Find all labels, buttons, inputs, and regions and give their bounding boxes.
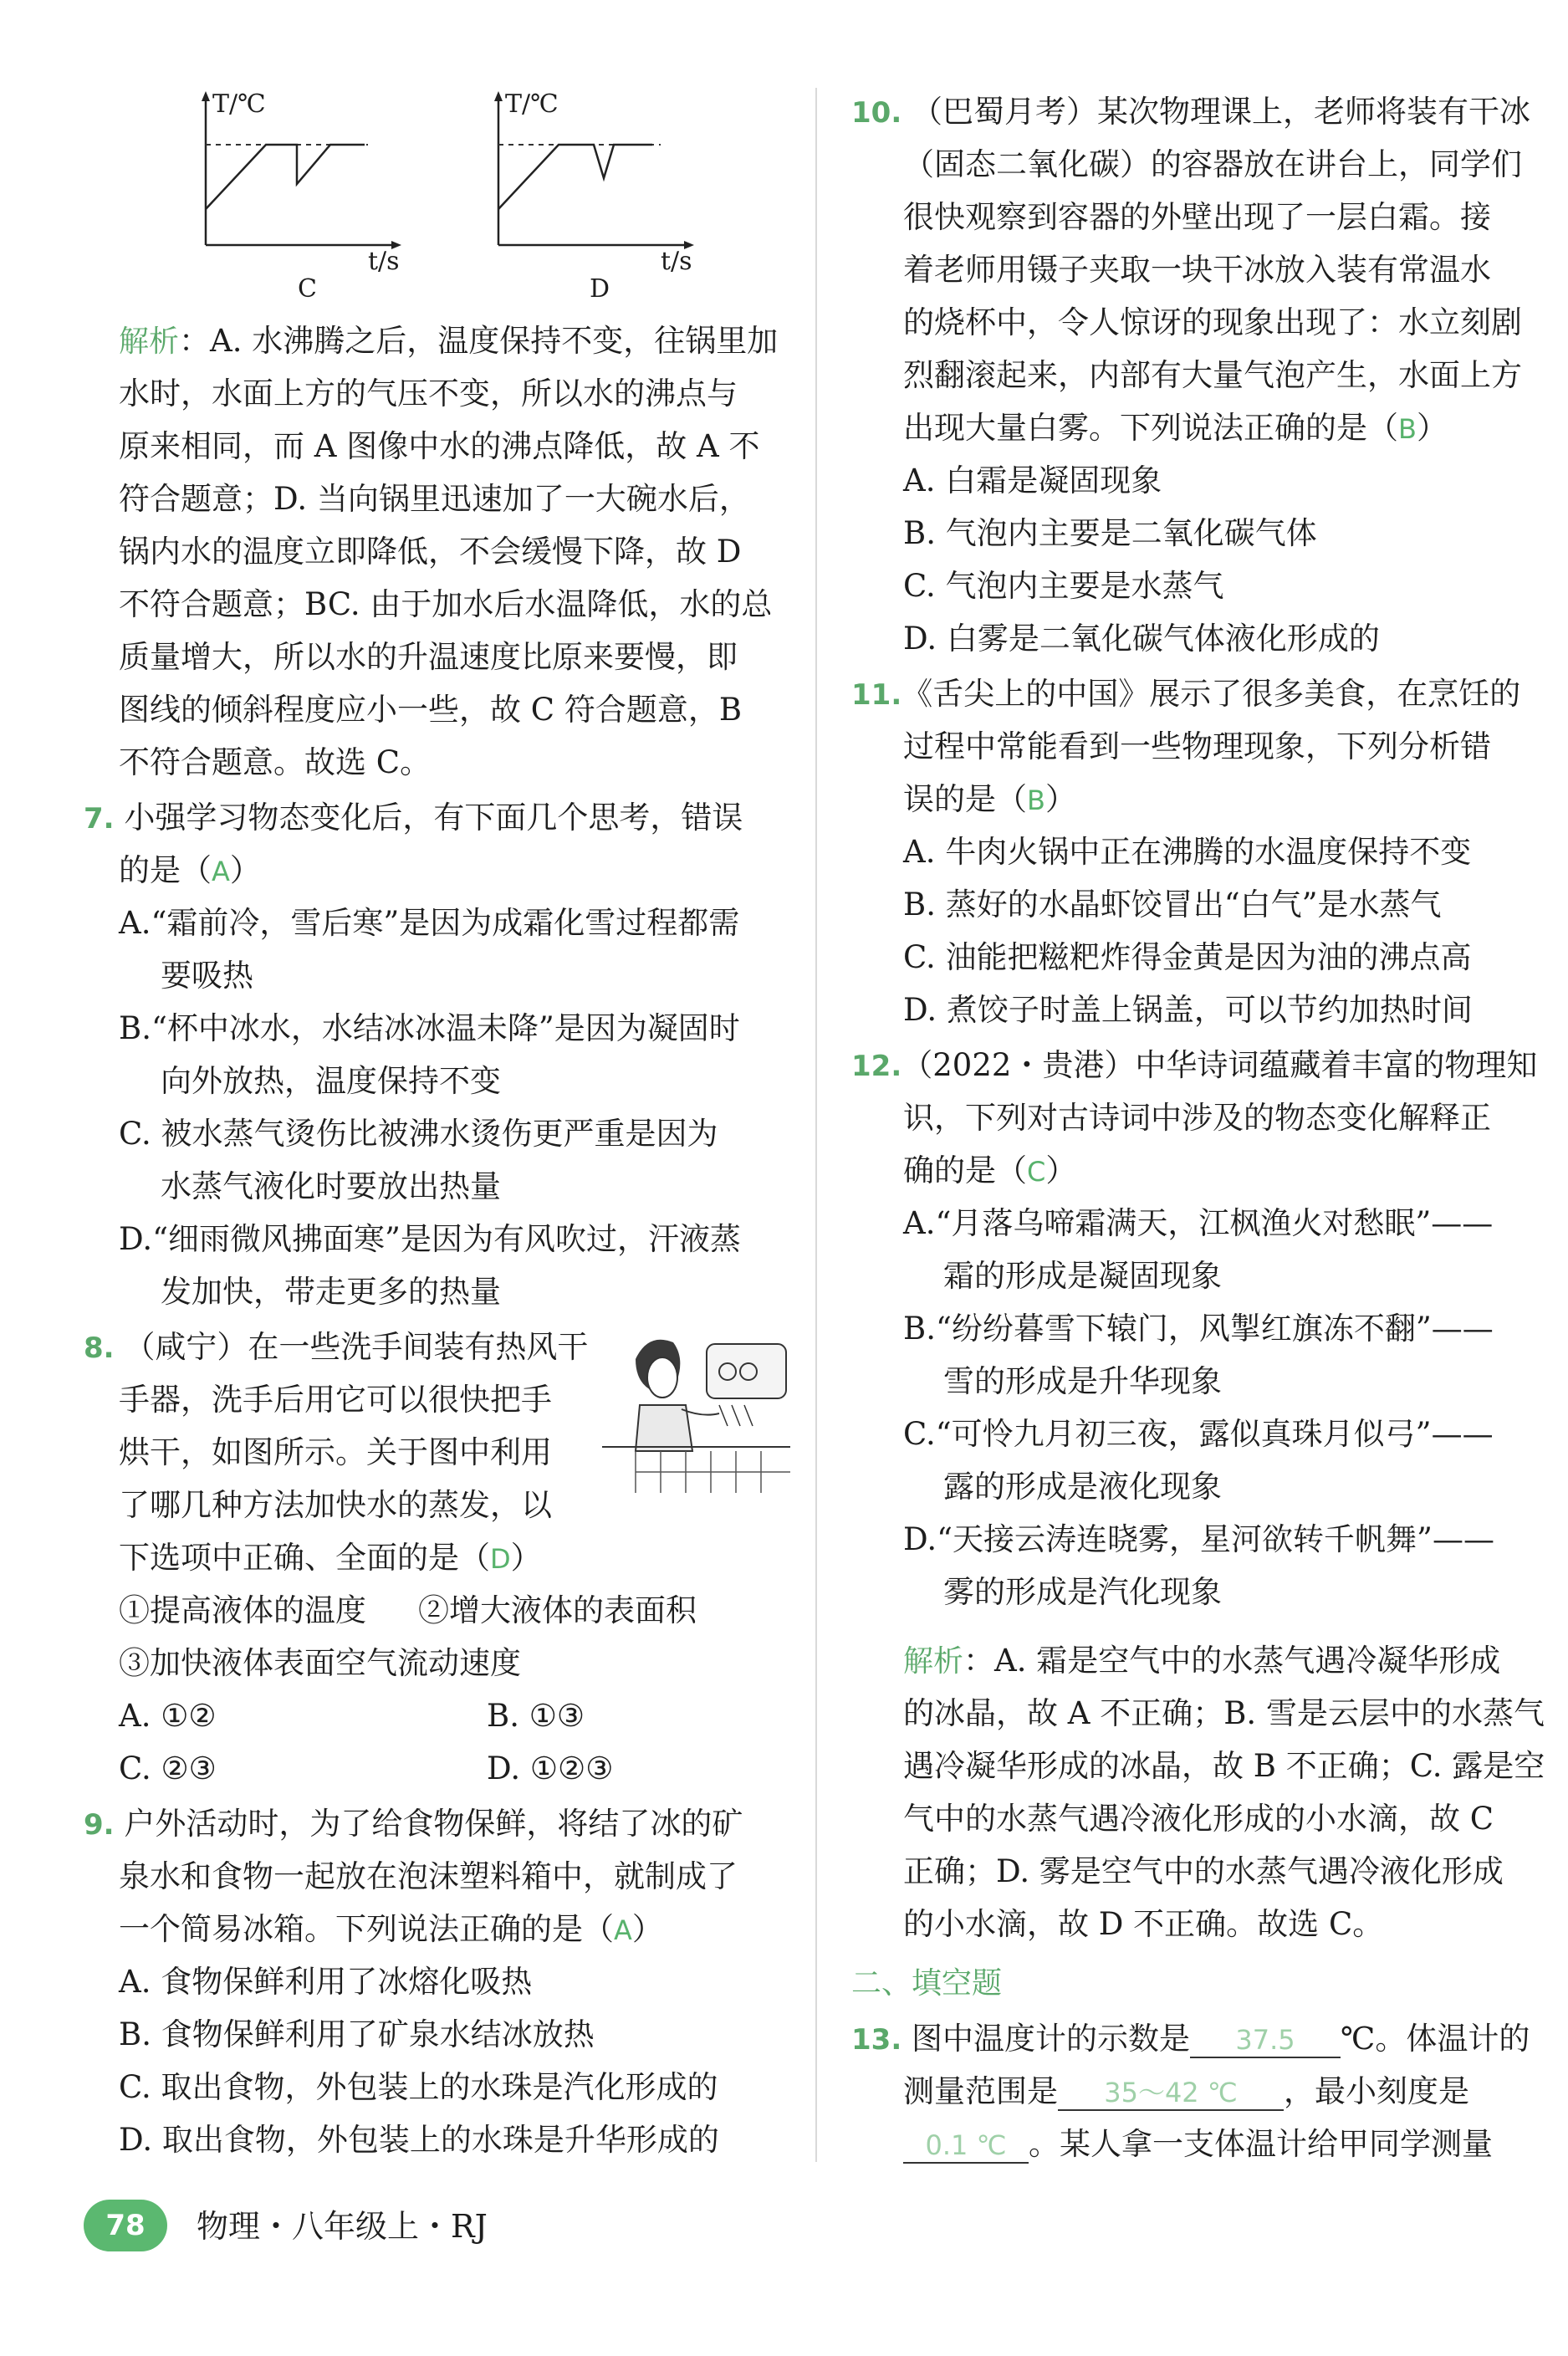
q10-line-3: 很快观察到容器的外壁出现了一层白霜。接 xyxy=(903,199,1491,235)
q7-option-a-cont: 要吸热 xyxy=(161,958,253,994)
q11-answer: B xyxy=(1027,784,1045,816)
q11-option-b: B. 蒸好的水晶虾饺冒出“白气”是水蒸气 xyxy=(903,887,1442,922)
q12-option-b: B.“纷纷暮雪下辕门，风掣红旗冻不翻”—— xyxy=(903,1311,1494,1347)
q9-option-d: D. 取出食物，外包装上的水珠是升华形成的 xyxy=(119,2122,719,2158)
analysis-tag: 解析 xyxy=(903,1644,964,1679)
q8-option-a: A. ①② xyxy=(119,1698,217,1734)
q9-option-c: C. 取出食物，外包装上的水珠是汽化形成的 xyxy=(119,2069,718,2105)
q9-line-3: 一个简易冰箱。下列说法正确的是（A） xyxy=(119,1911,663,1947)
q8-option-c: C. ②③ xyxy=(119,1750,217,1786)
q7-stem: 7. 小强学习物态变化后，有下面几个思考，错误 xyxy=(84,800,743,836)
analysis12-line-4: 气中的水蒸气遇冷液化形成的小水滴，故 C xyxy=(903,1801,1494,1837)
analysis12-line-3: 遇冷凝华形成的冰晶，故 B 不正确；C. 露是空 xyxy=(903,1748,1545,1784)
q10-line-5: 的烧杯中，令人惊讶的现象出现了：水立刻剧 xyxy=(903,304,1522,340)
q7-option-c: C. 被水蒸气烫伤比被沸水烫伤更严重是因为 xyxy=(119,1116,718,1152)
graph-d-y-label: T/℃ xyxy=(505,89,559,119)
q9-answer: A xyxy=(614,1914,632,1946)
q8-line-5: 下选项中正确、全面的是（D） xyxy=(119,1540,542,1576)
q10-line-4: 着老师用镊子夹取一块干冰放入装有常温水 xyxy=(903,252,1491,288)
analysis12-line-5: 正确；D. 雾是空气中的水蒸气遇冷液化形成 xyxy=(903,1853,1504,1889)
graph-c xyxy=(201,88,401,276)
page-number-badge: 78 xyxy=(84,2200,167,2251)
q11-option-c: C. 油能把糍粑炸得金黄是因为油的沸点高 xyxy=(903,939,1472,975)
q12-option-a: A.“月落乌啼霜满天，江枫渔火对愁眠”—— xyxy=(903,1205,1494,1241)
q12-line-1: 12.（2022・贵港）中华诗词蕴藏着丰富的物理知 xyxy=(851,1047,1538,1083)
q9-line-1: 9. 户外活动时，为了给食物保鲜，将结了冰的矿 xyxy=(84,1806,743,1842)
q7-stem-2: 的是（A） xyxy=(119,852,261,888)
analysis6-line-9: 不符合题意。故选 C。 xyxy=(119,744,432,780)
analysis6-line-2: 水时，水面上方的气压不变，所以水的沸点与 xyxy=(119,376,738,411)
q12-option-a-cont: 霜的形成是凝固现象 xyxy=(943,1258,1222,1294)
section-title-fill-in: 二、填空题 xyxy=(851,1966,1003,2001)
q12-answer: C xyxy=(1027,1156,1046,1188)
analysis6-line-7: 质量增大，所以水的升温速度比原来要慢，即 xyxy=(119,639,738,675)
q12-number: 12. xyxy=(851,1050,902,1083)
q9-option-b: B. 食物保鲜利用了矿泉水结冰放热 xyxy=(119,2016,595,2052)
analysis6-line-6: 不符合题意；BC. 由于加水后水温降低，水的总 xyxy=(119,586,773,622)
q13-blank-range: 35～42 ℃ xyxy=(1058,2076,1284,2111)
q8-answer: D xyxy=(490,1543,511,1575)
q7-option-c-cont: 水蒸气液化时要放出热量 xyxy=(161,1168,501,1204)
footer-book-title: 物理・八年级上・RJ xyxy=(197,2208,488,2245)
analysis6-line-3: 原来相同，而 A 图像中水的沸点降低，故 A 不 xyxy=(119,428,760,464)
q11-line-2: 过程中常能看到一些物理现象，下列分析错 xyxy=(903,728,1491,764)
q10-option-a: A. 白霜是凝固现象 xyxy=(903,463,1162,498)
q11-option-a: A. 牛肉火锅中正在沸腾的水温度保持不变 xyxy=(903,834,1472,870)
graph-d xyxy=(493,88,694,276)
q8-line-2: 手器，洗手后用它可以很快把手 xyxy=(119,1382,552,1418)
q7-option-d: D.“细雨微风拂面寒”是因为有风吹过，汗液蒸 xyxy=(119,1221,741,1257)
q13-line-2: 测量范围是 35～42 ℃ ，最小刻度是 xyxy=(903,2073,1469,2109)
q10-line-1: 10. （巴蜀月考）某次物理课上，老师将装有干冰 xyxy=(851,94,1530,130)
q7-option-b-cont: 向外放热，温度保持不变 xyxy=(161,1063,501,1099)
q8-line-1: 8. （咸宁）在一些洗手间装有热风干 xyxy=(84,1329,589,1365)
q10-option-d: D. 白雾是二氧化碳气体液化形成的 xyxy=(903,621,1380,657)
q13-line-3: 0.1 ℃ 。某人拿一支体温计给甲同学测量 xyxy=(903,2123,1493,2166)
q8-item-3: ③加快液体表面空气流动速度 xyxy=(119,1645,521,1681)
graph-c-x-label: t/s xyxy=(368,247,400,276)
q10-line-2: （固态二氧化碳）的容器放在讲台上，同学们 xyxy=(903,146,1522,182)
q8-line-4: 了哪几种方法加快水的蒸发，以 xyxy=(119,1487,552,1523)
q13-line-1: 13. 图中温度计的示数是 37.5 ℃。体温计的 xyxy=(851,2021,1530,2057)
analysis-tag: 解析 xyxy=(119,325,180,359)
q10-line-7: 出现大量白雾。下列说法正确的是（B） xyxy=(903,410,1448,446)
q12-option-b-cont: 雪的形成是升华现象 xyxy=(943,1363,1222,1399)
q8-option-b: B. ①③ xyxy=(487,1698,585,1734)
q12-option-d: D.“天接云涛连晓雾，星河欲转千帆舞”—— xyxy=(903,1521,1494,1557)
q7-option-a: A.“霜前冷，雪后寒”是因为成霜化雪过程都需 xyxy=(119,905,740,941)
q9-line-2: 泉水和食物一起放在泡沫塑料箱中，就制成了 xyxy=(119,1858,738,1894)
q12-option-c-cont: 露的形成是液化现象 xyxy=(943,1469,1222,1505)
q10-option-c: C. 气泡内主要是水蒸气 xyxy=(903,568,1224,604)
analysis6-line-5: 锅内水的温度立即降低，不会缓慢下降，故 D xyxy=(119,534,742,570)
analysis6-line-8: 图线的倾斜程度应小一些，故 C 符合题意，B xyxy=(119,692,743,728)
q8-number: 8. xyxy=(84,1331,115,1365)
q10-option-b: B. 气泡内主要是二氧化碳气体 xyxy=(903,515,1317,551)
q8-option-d: D. ①②③ xyxy=(487,1750,614,1786)
q13-blank-reading: 37.5 xyxy=(1190,2023,1341,2058)
q12-option-d-cont: 雾的形成是汽化现象 xyxy=(943,1574,1222,1610)
q13-number: 13. xyxy=(851,2023,902,2057)
analysis12-line-1: 解析：A. 霜是空气中的水蒸气遇冷凝华形成 xyxy=(903,1643,1501,1679)
hand-dryer-illustration xyxy=(602,1326,790,1493)
q10-answer: B xyxy=(1398,413,1417,445)
graph-d-caption: D xyxy=(590,274,610,304)
q7-answer: A xyxy=(212,856,230,887)
q12-line-3: 确的是（C） xyxy=(903,1152,1077,1188)
q8-item-2: ②增大液体的表面积 xyxy=(418,1592,697,1628)
q11-line-3: 误的是（B） xyxy=(903,781,1076,817)
q7-option-d-cont: 发加快，带走更多的热量 xyxy=(161,1274,501,1310)
analysis6-line-4: 符合题意；D. 当向锅里迅速加了一大碗水后， xyxy=(119,481,750,517)
analysis6-line-1: 解析：A. 水沸腾之后，温度保持不变，往锅里加 xyxy=(119,323,779,359)
analysis12-line-2: 的冰晶，故 A 不正确；B. 雪是云层中的水蒸气 xyxy=(903,1695,1545,1731)
q7-number: 7. xyxy=(84,802,115,836)
q10-line-6: 烈翻滚起来，内部有大量气泡产生，水面上方 xyxy=(903,357,1522,393)
q11-number: 11. xyxy=(851,678,902,712)
q13-blank-division: 0.1 ℃ xyxy=(903,2129,1029,2164)
q7-option-b: B.“杯中冰水，水结冰冰温未降”是因为凝固时 xyxy=(119,1010,740,1046)
graph-c-y-label: T/℃ xyxy=(212,89,266,119)
column-divider xyxy=(815,88,817,2162)
q10-number: 10. xyxy=(851,96,902,130)
q9-option-a: A. 食物保鲜利用了冰熔化吸热 xyxy=(119,1964,533,2000)
analysis12-line-6: 的小水滴，故 D 不正确。故选 C。 xyxy=(903,1906,1384,1942)
q11-line-1: 11.《舌尖上的中国》展示了很多美食，在烹饪的 xyxy=(851,676,1521,712)
graph-d-x-label: t/s xyxy=(661,247,692,276)
q9-number: 9. xyxy=(84,1808,115,1842)
q12-line-2: 识，下列对古诗词中涉及的物态变化解释正 xyxy=(903,1100,1491,1136)
graph-c-caption: C xyxy=(298,274,317,304)
q12-option-c: C.“可怜九月初三夜，露似真珠月似弓”—— xyxy=(903,1416,1494,1452)
q8-item-1: ①提高液体的温度 xyxy=(119,1592,366,1628)
q8-line-3: 烘干，如图所示。关于图中利用 xyxy=(119,1434,552,1470)
q11-option-d: D. 煮饺子时盖上锅盖，可以节约加热时间 xyxy=(903,992,1473,1028)
